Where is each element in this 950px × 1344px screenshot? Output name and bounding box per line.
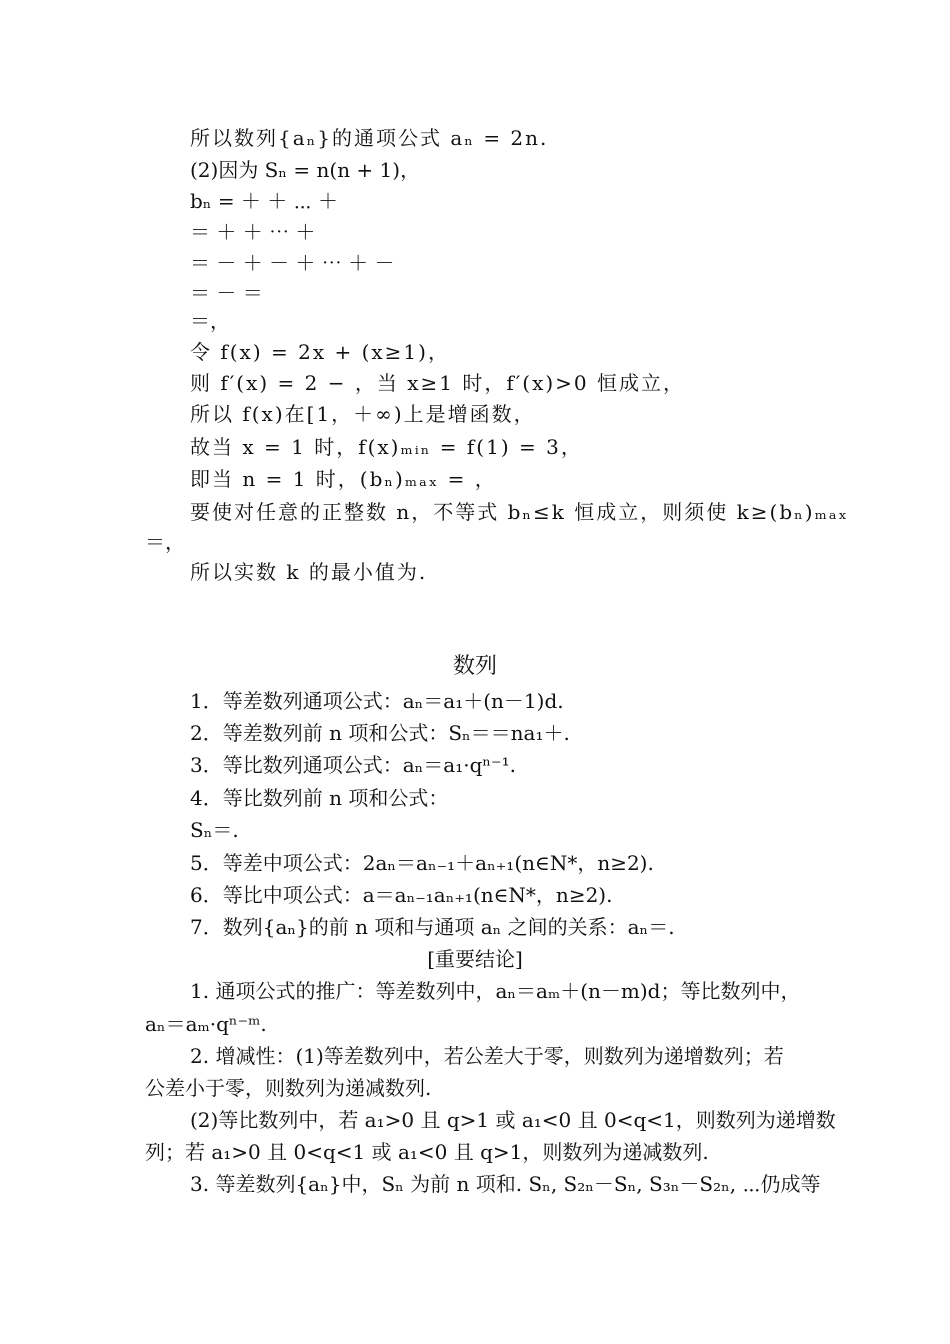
formula-item-5: 5．等差中项公式：2aₙ＝aₙ₋₁＋aₙ₊₁(n∈N*，n≥2).: [190, 851, 654, 875]
formula-item-2: 2．等差数列前 n 项和公式：Sₙ＝＝na₁＋.: [190, 721, 570, 745]
solution-line-2: (2)因为 Sₙ = n(n + 1)，: [190, 158, 421, 182]
solution-line-10: 所以 f(x)在[1，＋∞)上是增函数，: [190, 402, 536, 426]
solution-line-14: ＝，: [145, 530, 185, 554]
solution-line-3: bₙ = ＋ ＋ ⋯ ＋: [190, 189, 338, 213]
solution-line-11: 故当 x = 1 时，f(x)ₘᵢₙ = f(1) = 3，: [190, 435, 583, 459]
conclusion-line-6: 列；若 a₁>0 且 0<q<1 或 a₁<0 且 q>1，则数列为递减数列.: [145, 1140, 709, 1164]
formula-item-3: 3．等比数列通项公式：aₙ＝a₁·qⁿ⁻¹.: [190, 753, 516, 777]
formula-item-7: 7．数列{aₙ}的前 n 项和与通项 aₙ 之间的关系：aₙ＝.: [190, 915, 675, 939]
conclusion-line-5: (2)等比数列中，若 a₁>0 且 q>1 或 a₁<0 且 0<q<1，则数列为递增数: [190, 1108, 836, 1132]
solution-line-12: 即当 n = 1 时，(bₙ)ₘₐₓ = ，: [190, 467, 497, 491]
conclusion-line-2: aₙ＝aₘ·qⁿ⁻ᵐ.: [145, 1012, 267, 1036]
solution-line-8: 令 f(x) = 2x + (x≥1)，: [190, 340, 450, 364]
formula-item-6: 6．等比中项公式：a＝aₙ₋₁aₙ₊₁(n∈N*，n≥2).: [190, 883, 613, 907]
section-title: 数列: [452, 654, 497, 679]
solution-line-7: ＝，: [190, 309, 230, 333]
formula-item-4: 4．等比数列前 n 项和公式：: [190, 786, 449, 810]
solution-line-9: 则 f′(x) = 2 − ，当 x≥1 时，f′(x)>0 恒成立，: [190, 371, 685, 395]
solution-line-1: 所以数列{aₙ}的通项公式 aₙ = 2n.: [190, 126, 549, 150]
formula-item-4b: Sₙ＝.: [190, 818, 239, 842]
conclusion-line-3: 2. 增减性：(1)等差数列中，若公差大于零，则数列为递增数列；若: [190, 1044, 784, 1068]
solution-line-15: 所以实数 k 的最小值为.: [190, 560, 428, 584]
solution-line-4: ＝ ＋ ＋ ⋯ ＋: [190, 220, 316, 244]
solution-line-5: ＝ － ＋ － ＋ ⋯ ＋ －: [190, 251, 395, 275]
solution-line-6: ＝ － ＝: [190, 281, 263, 305]
formula-item-1: 1．等差数列通项公式：aₙ＝a₁＋(n－1)d.: [190, 689, 564, 713]
conclusion-line-4: 公差小于零，则数列为递减数列.: [145, 1076, 432, 1100]
conclusions-heading: [重要结论]: [427, 947, 523, 971]
solution-line-13: 要使对任意的正整数 n，不等式 bₙ≤k 恒成立，则须使 k≥(bₙ)ₘₐₓ: [190, 500, 850, 524]
conclusion-line-7: 3. 等差数列{aₙ}中，Sₙ 为前 n 项和. Sₙ, S₂ₙ－Sₙ, S₃ₙ－S₂ₙ, ⋯仍成等: [190, 1172, 821, 1196]
conclusion-line-1: 1. 通项公式的推广：等差数列中，aₙ＝aₘ＋(n－m)d；等比数列中，: [190, 979, 801, 1003]
